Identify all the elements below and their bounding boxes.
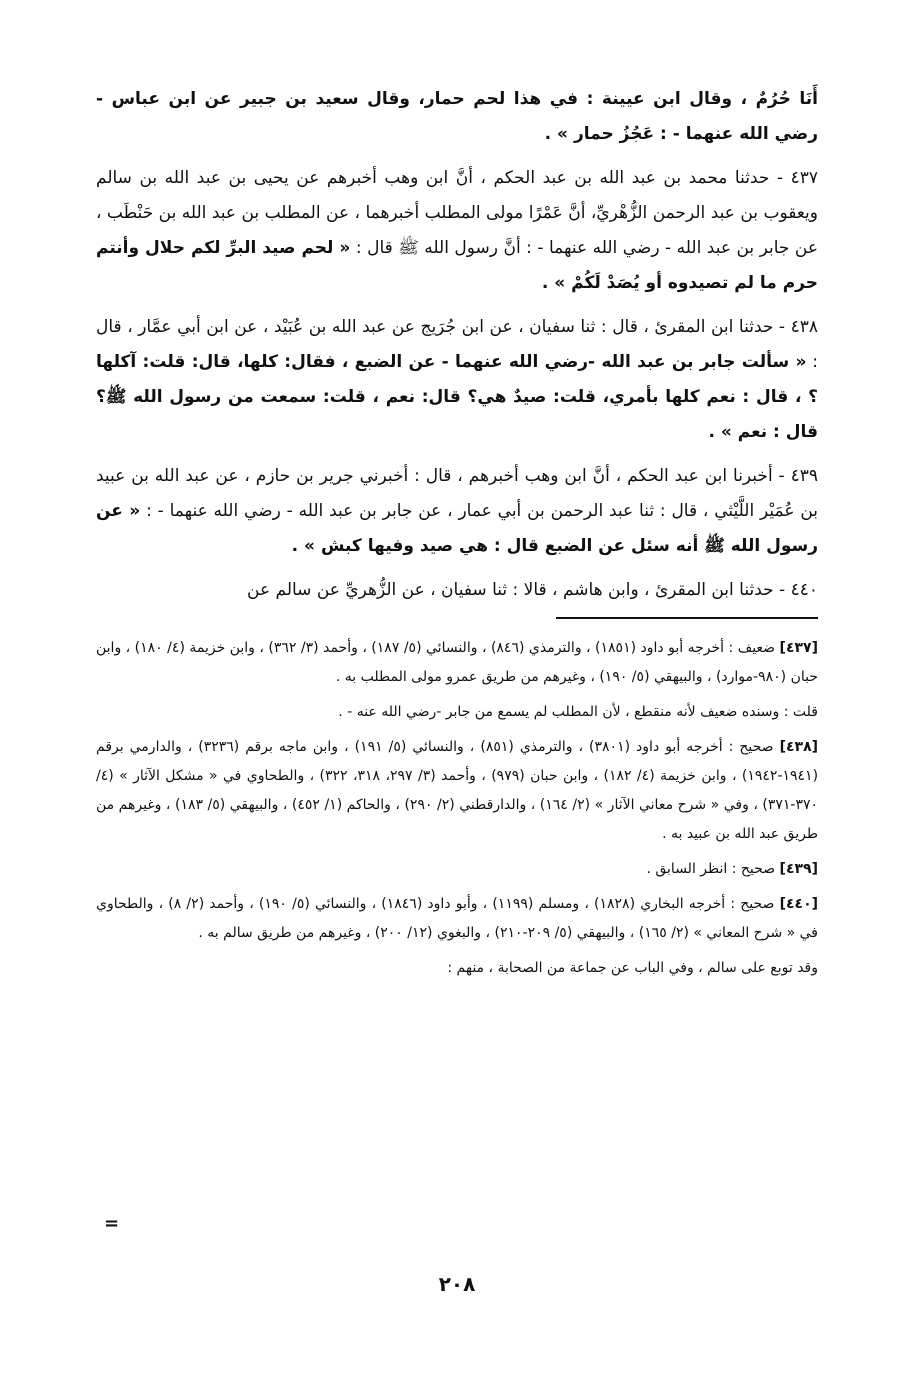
footnote-440 xyxy=(96,890,818,948)
footnote-440-ref: [٤٤٠] xyxy=(779,896,819,912)
footnote-437-ref: [٤٣٧] xyxy=(779,640,818,656)
footnote-437-comment: قلت : وسنده ضعيف لأنه منقطع ، لأن المطلب لم يسمع من جابر -رضي الله عنه - . xyxy=(338,704,818,720)
hadith-438 xyxy=(96,310,818,450)
paragraph-continuation: أَنَا حُرُمٌ ، وقال ابن عيينة : في هذا لحم حمار، وقال سعيد بن جبير عن ابن عباس - رضي الله عنهما - : عَجُزُ حمار » . xyxy=(96,89,818,144)
footnote-439 xyxy=(96,855,818,884)
page-number: ٢٠٨ xyxy=(438,1272,476,1296)
continuation-mark: = xyxy=(104,1213,120,1234)
hadith-439 xyxy=(96,459,818,564)
footnote-438 xyxy=(96,733,818,849)
footnote-438-text: صحيح : أخرجه أبو داود (٣٨٠١) ، والترمذي (٨٥١) ، والنسائي (٥/ ١٩١) ، وابن ماجه برقم (٣٢٣٦) ، والدارمي برقم (١٩٤١-١٩٤٢) ، وابن خزيمة (٤/ ١٨٢) ، وابن حبان (٩٧٩) ، وأحمد (٣/ ٢٩٧، ٣١٨، ٣٢٢) ، والطحاوي في « مشكل الآثار » (٤/ ٣٧٠-٣٧١) ، وفي « شرح معاني الآثار » (٢/ ١٦٤) ، والدارقطني (٢/ ٢٩٠) ، والحاكم (١/ ٤٥٢) ، والبيهقي (٥/ ١٨٣) ، وغيرهم من طريق عبد الله بن عبيد به . xyxy=(96,739,819,842)
hadith-439-chain: ٤٣٩ - أخبرنا ابن عبد الحكم ، أنَّ ابن وهب أخبرهم ، قال : أخبرني جرير بن حازم ، عن عبد الله بن عبيد بن عُمَيْر اللَّيْثي ، قال : ثنا عبد الرحمن بن أبي عمار ، عن جابر بن عبد الله - رضي الله عنهما - : xyxy=(96,466,819,521)
footnote-divider xyxy=(556,617,818,619)
footnote-437-text: ضعيف : أخرجه أبو داود (١٨٥١) ، والترمذي (٨٤٦) ، والنسائي (٥/ ١٨٧) ، وأحمد (٣/ ٣٦٢) ، وابن خزيمة (٤/ ١٨٠) ، وابن حبان (٩٨٠-موارد) ، والبيهقي (٥/ ١٩٠) ، وغيرهم من طريق عمرو مولى المطلب به . xyxy=(96,640,818,685)
footnote-439-ref: [٤٣٩] xyxy=(779,861,818,877)
hadith-437 xyxy=(96,161,818,301)
book-page xyxy=(96,82,818,989)
footnote-439-text: صحيح : انظر السابق . xyxy=(646,861,780,877)
footnote-440-text: صحيح : أخرجه البخاري (١٨٢٨) ، ومسلم (١١٩٩) ، وأبو داود (١٨٤٦) ، والنسائي (٥/ ١٩٠) ، وأحمد (٢/ ٨) ، والطحاوي في « شرح المعاني » (٢/ ١٦٥) ، والبيهقي (٥/ ٢٠٩-٢١٠) ، والبغوي (١٢/ ٢٠٠) ، وغيرهم من طريق سالم به . xyxy=(96,896,818,941)
hadith-440: ٤٤٠ - حدثنا ابن المقرئ ، وابن هاشم ، قالا : ثنا سفيان ، عن الزُّهريِّ عن سالم عن xyxy=(247,580,818,600)
main-text xyxy=(96,82,818,608)
hadith-437-text: « لحم صيد البرِّ لكم حلال وأنتم حرم ما لم تصيدوه أو يُصَدْ لَكُمْ » . xyxy=(96,238,818,293)
footnote-437 xyxy=(96,634,818,692)
footnote-440-comment: وقد توبع على سالم ، وفي الباب عن جماعة من الصحابة ، منهم : xyxy=(447,960,818,976)
footnote-438-ref: [٤٣٨] xyxy=(779,739,819,755)
hadith-438-text: « سألت جابر بن عبد الله -رضي الله عنهما - عن الضبع ، فقال: كلها، قال: قلت: آكلها ؟ ، قال : نعم كلها بأمري، قلت: صيدٌ هي؟ قال: نعم ، قلت: سمعت من رسول الله ﷺ؟ قال : نعم » . xyxy=(96,352,818,442)
hadith-438-chain: ٤٣٨ - حدثنا ابن المقرئ ، قال : ثنا سفيان ، عن ابن جُرَيج عن عبد الله بن عُبَيْد ، عن ابن أبي عمَّار ، قال : xyxy=(96,317,818,372)
hadith-437-chain: ٤٣٧ - حدثنا محمد بن عبد الله بن عبد الحكم ، أنَّ ابن وهب أخبرهم عن يحيى بن عبد الله بن سالم ويعقوب بن عبد الرحمن الزُّهْريِّ، أنَّ عَمْرًا مولى المطلب أخبرهما ، عن المطلب بن عبد الله بن حَنْطَب ، عن جابر بن عبد الله - رضي الله عنهما - : أنَّ رسول الله ﷺ قال : xyxy=(96,168,818,258)
footnotes xyxy=(96,634,818,983)
hadith-439-text: « عن رسول الله ﷺ أنه سئل عن الضبع قال : هي صيد وفيها كبش » . xyxy=(96,501,818,556)
